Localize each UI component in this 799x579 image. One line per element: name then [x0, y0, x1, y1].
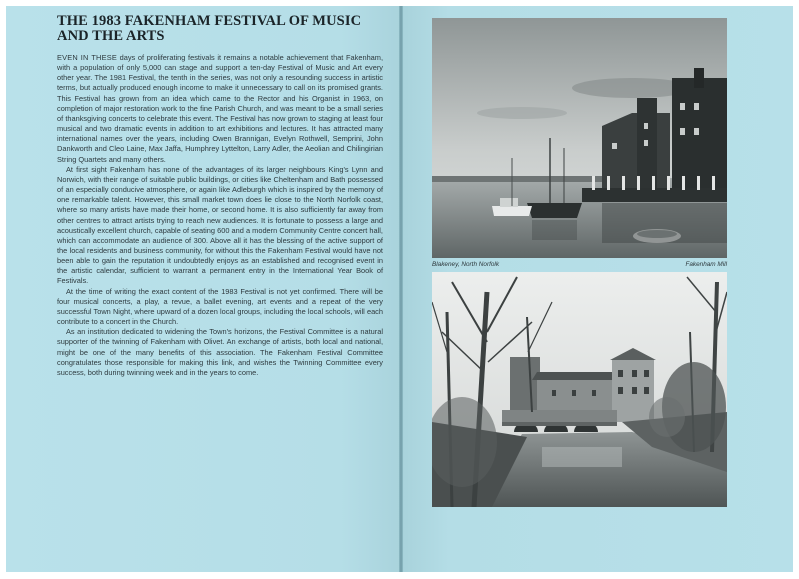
lead-words: EVEN IN THESE: [57, 53, 117, 62]
article-title: THE 1983 FAKENHAM FESTIVAL OF MUSIC AND THE ARTS: [57, 13, 362, 44]
mill-photo-graphic: [432, 272, 727, 507]
paragraph-3: At the time of writing the exact content of the 1983 Festival is not yet confirmed. There will be four musical concerts, a play, a revue, a ballet evening, art events and a repeat of the very successful Town Night, where upward of a dozen local groups, including the local schools, will each contribute to a concert in the Church.: [57, 286, 383, 327]
photo-fakenham-mill: [432, 272, 727, 507]
paragraph-1: [57, 53, 383, 165]
caption-blakeney: Blakeney, North Norfolk: [432, 261, 500, 268]
caption-fakenham-mill: Fakenham Mill: [685, 261, 727, 268]
paragraph-4: As an institution dedicated to widening the Town's horizons, the Festival Committee is a natural supporter of the twinning of Fakenham with Olivet. An exchange of artists, both local and national, might be one of the many benefits of this association. The Fakenham Festival Committee congratulates those responsible for making this link, and wishes the Twinning Committee every success, both during twinning week and in the years to come.: [57, 327, 383, 377]
center-fold: [399, 6, 403, 572]
photo-blakeney-quay: [432, 18, 727, 258]
article-body: [57, 53, 383, 378]
quay-photo-graphic: [432, 18, 727, 258]
paragraph-1-text: days of proliferating festivals it remains a notable achievement that Fakenham, with a population of only 5,000 can stage and support a ten-day Festival of Music and Art every other year. The 1981 Festival, the tenth in the series, was not only a resounding success in artistic terms, but actually produced enough income to make it unnecessary to call on its promised grants. This Festival has grown from an idea which came to the Rector and his Organist in 1963, on completion of major restoration work to the fine Parish Church, and was meant to be a small series of thanksgiving concerts to celebrate this event. The Festival has now grown to staging at least four musical and two dramatic events in addition to art exhibitions and lectures. It has attracted many international names over the years, including Owen Brannigan, Evelyn Rothwell, Semprini, John Dankworth and Cleo Laine, Max Jaffa, Humphrey Lyttelton, Larry Adler, the Aeolian and Chilingirian String Quartets and many others.: [57, 53, 383, 164]
paragraph-2: At first sight Fakenham has none of the advantages of its larger neighbours King's Lynn and Norwich, with their range of suitable public buildings, or cities like Cheltenham and Bath possessed of an especially conducive atmosphere, or again like Adleburgh which is inspired by the memory of one remarkable talent. However, this small market town does lie close to the North Norfolk coast, where so many artists have made their home, or second home. It is also sufficiently far away from other centres to attract artists trying to reach new audiences. It is fortunate to possess a large and acoustically excellent church, capable of seating 600 and a modern Community Centre concert hall, which can accommodate an audience of 300. Above all it has the blessing of the active support of the local residents and business community, for without this the Fakenham Festival would have not been able to gain the reputation it undoubtedly enjoys as an established and recognised event in the artistic calendar, sufficient to warrant a permanent entry in the International Year Book of Festivals.: [57, 164, 383, 286]
